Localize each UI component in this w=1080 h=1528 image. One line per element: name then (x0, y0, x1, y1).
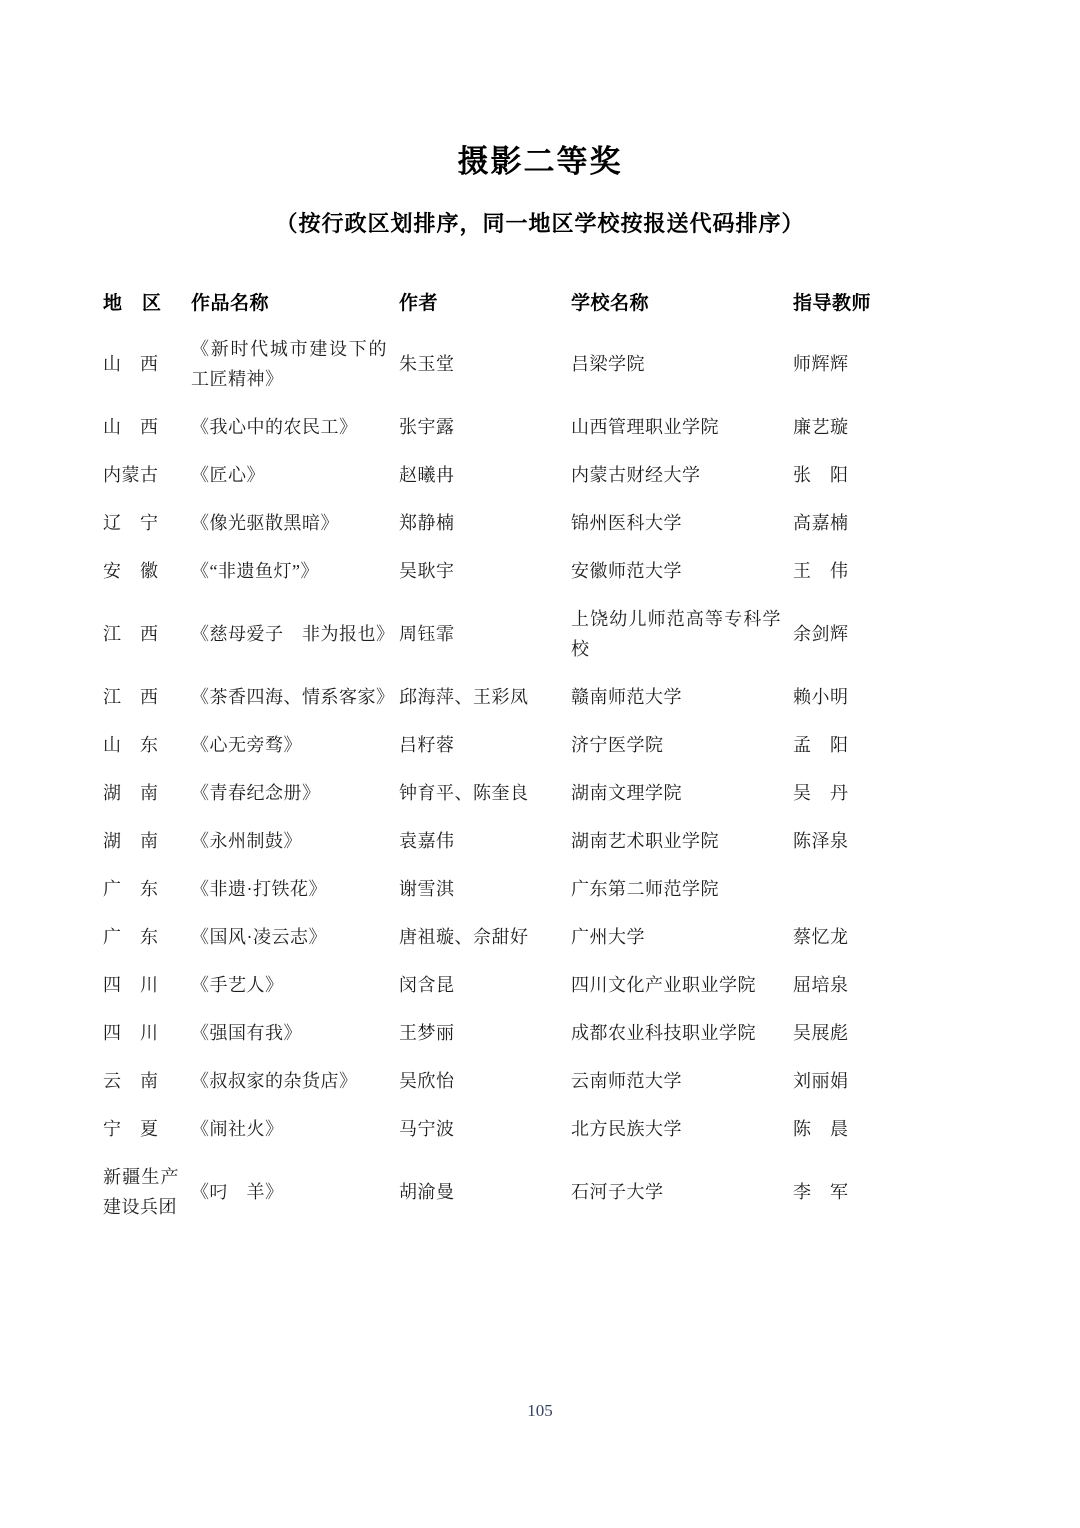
cell-region: 山 东 (103, 735, 159, 755)
table-row (103, 547, 903, 595)
cell-author: 周钰霏 (399, 624, 455, 644)
cell-work-title: 《像光驱散黑暗》 (191, 513, 339, 533)
cell-region: 安 徽 (103, 561, 159, 581)
cell-teacher: 李 军 (793, 1182, 849, 1202)
cell-work-title: 《强国有我》 (191, 1023, 302, 1043)
cell-school: 湖南文理学院 (571, 783, 682, 803)
cell-teacher: 余剑辉 (793, 624, 849, 644)
cell-region: 宁 夏 (103, 1119, 159, 1139)
cell-work-title: 《匠心》 (191, 465, 265, 485)
cell-teacher: 廉艺璇 (793, 417, 849, 437)
cell-region: 内蒙古 (103, 465, 159, 485)
cell-work-title: 《闹社火》 (191, 1119, 284, 1139)
column-header-author: 作者 (399, 293, 439, 314)
cell-author: 胡渝曼 (399, 1182, 455, 1202)
column-header-school: 学校名称 (571, 293, 650, 314)
cell-teacher (793, 865, 903, 913)
cell-work-title: 《茶香四海、情系客家》 (191, 687, 395, 707)
cell-school: 赣南师范大学 (571, 687, 682, 707)
cell-work-title: 《慈母爱子 非为报也》 (191, 624, 395, 644)
cell-region: 四 川 (103, 975, 159, 995)
cell-school: 云南师范大学 (571, 1071, 682, 1091)
table-row (103, 499, 903, 547)
cell-school: 北方民族大学 (571, 1119, 682, 1139)
cell-region: 山 西 (103, 417, 159, 437)
cell-school: 上饶幼儿师范高等专科学校 (571, 609, 781, 659)
cell-region: 辽 宁 (103, 513, 159, 533)
cell-author: 郑静楠 (399, 513, 455, 533)
cell-teacher: 赖小明 (793, 687, 849, 707)
cell-region: 云 南 (103, 1071, 159, 1091)
cell-school: 安徽师范大学 (571, 561, 682, 581)
table-row (103, 325, 903, 403)
cell-school: 广州大学 (571, 927, 645, 947)
table-row (103, 913, 903, 961)
cell-work-title: 《非遗·打铁花》 (191, 879, 327, 899)
table-row (103, 865, 903, 913)
cell-author: 钟育平、陈奎良 (399, 783, 529, 803)
cell-school: 成都农业科技职业学院 (571, 1023, 756, 1043)
cell-region: 广 东 (103, 879, 159, 899)
cell-teacher: 张 阳 (793, 465, 849, 485)
cell-school: 济宁医学院 (571, 735, 664, 755)
cell-region: 广 东 (103, 927, 159, 947)
cell-school: 锦州医科大学 (571, 513, 682, 533)
cell-author: 闵含昆 (399, 975, 455, 995)
cell-work-title: 《“非遗鱼灯”》 (191, 561, 319, 581)
cell-school: 石河子大学 (571, 1182, 664, 1202)
cell-region: 江 西 (103, 687, 159, 707)
cell-teacher: 陈泽泉 (793, 831, 849, 851)
cell-teacher: 王 伟 (793, 561, 849, 581)
table-row (103, 1009, 903, 1057)
cell-teacher: 蔡忆龙 (793, 927, 849, 947)
cell-author: 袁嘉伟 (399, 831, 455, 851)
table-row (103, 1105, 903, 1153)
cell-school: 湖南艺术职业学院 (571, 831, 719, 851)
cell-teacher: 孟 阳 (793, 735, 849, 755)
table-row (103, 673, 903, 721)
cell-author: 马宁波 (399, 1119, 455, 1139)
cell-region: 四 川 (103, 1023, 159, 1043)
table-row (103, 595, 903, 673)
cell-teacher: 吴 丹 (793, 783, 849, 803)
column-header-work: 作品名称 (191, 293, 270, 314)
cell-author: 吴耿宇 (399, 561, 455, 581)
cell-work-title: 《手艺人》 (191, 975, 284, 995)
cell-author: 邱海萍、王彩凤 (399, 687, 529, 707)
table-row (103, 817, 903, 865)
document-title: 摄影二等奖 (457, 144, 623, 179)
cell-school: 内蒙古财经大学 (571, 465, 701, 485)
cell-teacher: 屈培泉 (793, 975, 849, 995)
cell-teacher: 吴展彪 (793, 1023, 849, 1043)
cell-author: 赵曦冉 (399, 465, 455, 485)
cell-author: 唐祖璇、佘甜好 (399, 927, 529, 947)
cell-author: 王梦丽 (399, 1023, 455, 1043)
cell-region: 湖 南 (103, 783, 159, 803)
table-row (103, 403, 903, 451)
cell-author: 张宇露 (399, 417, 455, 437)
cell-work-title: 《国风·凌云志》 (191, 927, 327, 947)
cell-work-title: 《永州制鼓》 (191, 831, 302, 851)
cell-school: 四川文化产业职业学院 (571, 975, 756, 995)
cell-work-title: 《叔叔家的杂货店》 (191, 1071, 358, 1091)
table-row (103, 721, 903, 769)
awards-table (103, 284, 903, 1231)
cell-region: 江 西 (103, 624, 159, 644)
column-header-region: 地 区 (103, 293, 162, 314)
cell-author: 吕籽蓉 (399, 735, 455, 755)
cell-teacher: 师辉辉 (793, 354, 849, 374)
cell-author: 朱玉堂 (399, 354, 455, 374)
cell-region: 新疆生产建设兵团 (103, 1167, 179, 1217)
cell-school: 山西管理职业学院 (571, 417, 719, 437)
cell-work-title: 《心无旁骛》 (191, 735, 302, 755)
cell-work-title: 《叼 羊》 (191, 1182, 284, 1202)
cell-author: 吴欣怡 (399, 1071, 455, 1091)
cell-school: 广东第二师范学院 (571, 879, 719, 899)
cell-school: 吕梁学院 (571, 354, 645, 374)
cell-teacher: 陈 晨 (793, 1119, 849, 1139)
cell-work-title: 《新时代城市建设下的工匠精神》 (191, 339, 387, 389)
table-row (103, 961, 903, 1009)
cell-teacher: 刘丽娟 (793, 1071, 849, 1091)
header-row (103, 284, 903, 325)
column-header-teacher: 指导教师 (793, 293, 872, 314)
cell-region: 湖 南 (103, 831, 159, 851)
sort-order-note: （按行政区划排序，同一地区学校按报送代码排序） (275, 211, 805, 236)
cell-teacher: 高嘉楠 (793, 513, 849, 533)
cell-work-title: 《青春纪念册》 (191, 783, 321, 803)
cell-author: 谢雪淇 (399, 879, 455, 899)
table-row (103, 451, 903, 499)
cell-work-title: 《我心中的农民工》 (191, 417, 358, 437)
page-number: 105 (527, 1401, 553, 1420)
table-row (103, 1057, 903, 1105)
table-row (103, 769, 903, 817)
table-row (103, 1153, 903, 1231)
cell-region: 山 西 (103, 354, 159, 374)
